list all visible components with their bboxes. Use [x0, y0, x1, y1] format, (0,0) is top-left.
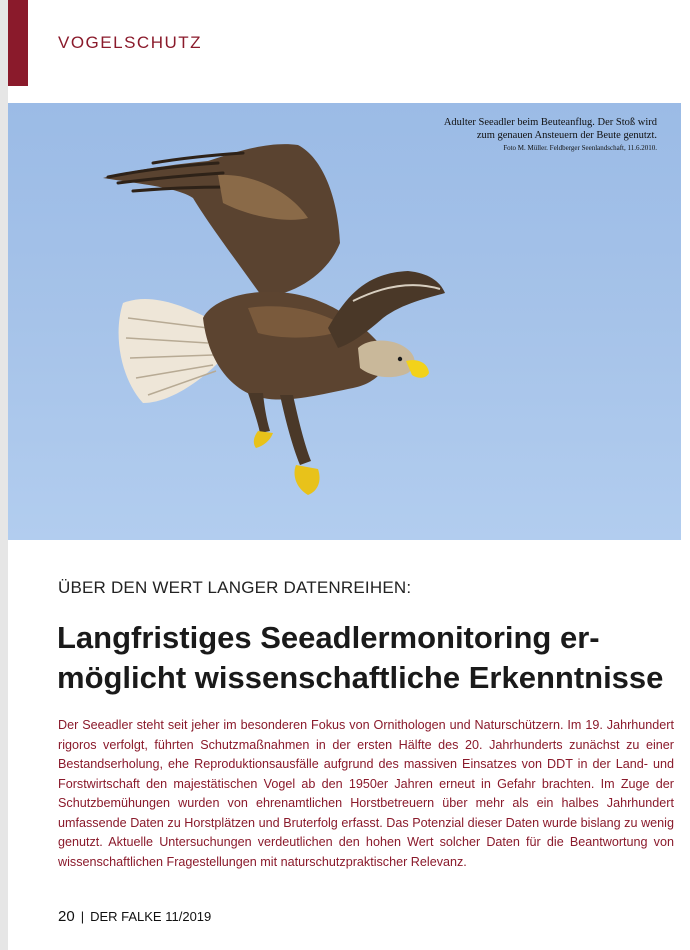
headline	[57, 618, 667, 698]
caption-line-2: zum genauen Ansteuern der Beute genutzt.	[476, 130, 657, 141]
photo-credit: Foto M. Müller. Feldberger Seenlandschaft, 11.6.2010.	[503, 144, 657, 152]
photo-caption	[427, 116, 657, 152]
headline-line-2: möglicht wissenschaftliche Erkenntnisse	[57, 660, 664, 695]
footer-separator: |	[80, 909, 85, 924]
page-footer	[58, 908, 211, 925]
section-accent-bar	[8, 0, 28, 86]
issue-number: 11/2019	[165, 909, 212, 924]
headline-line-1: Langfristiges Seeadlermonitoring er-	[57, 620, 600, 655]
page-edge	[0, 0, 8, 950]
kicker: ÜBER DEN WERT LANGER DATENREIHEN:	[58, 578, 412, 597]
eagle-photo	[8, 103, 681, 540]
magazine-name: DER FALKE	[90, 909, 162, 924]
caption-line-1: Adulter Seeadler beim Beuteanflug. Der Stoß wird	[443, 117, 657, 128]
eagle-illustration	[8, 103, 681, 540]
page-number: 20	[58, 908, 75, 925]
section-label: VOGELSCHUTZ	[58, 33, 203, 52]
lead-paragraph: Der Seeadler steht seit jeher im besonderen Fokus von Ornithologen und Naturschützern. Im 19. Jahrhundert rigoros verfolgt, führten Schutzmaßnahmen in der ersten Hälfte des 20. Jahrhunderts zunächst zu einer Bestandserholung, ehe Reproduktionsausfälle aufgrund des massiven Einsatzes von DDT in der Land- und Forstwirtschaft den majestätischen Vogel ab den 1950er Jahren erneut in Gefahr brachten. Im Zuge der Schutzbemühungen wurden von ehrenamtlichen Horstbetreuern über mehr als ein halbes Jahrhundert umfassende Daten zu Horstplätzen und Bruterfolg erfasst. Das Potenzial dieser Daten wurde bislang zu wenig genutzt. Aktuelle Untersuchungen verdeutlichen den hohen Wert solcher Daten für die Beantwortung von wissenschaftlichen Fragestellungen mit naturschutzpraktischer Relevanz.	[58, 718, 674, 869]
